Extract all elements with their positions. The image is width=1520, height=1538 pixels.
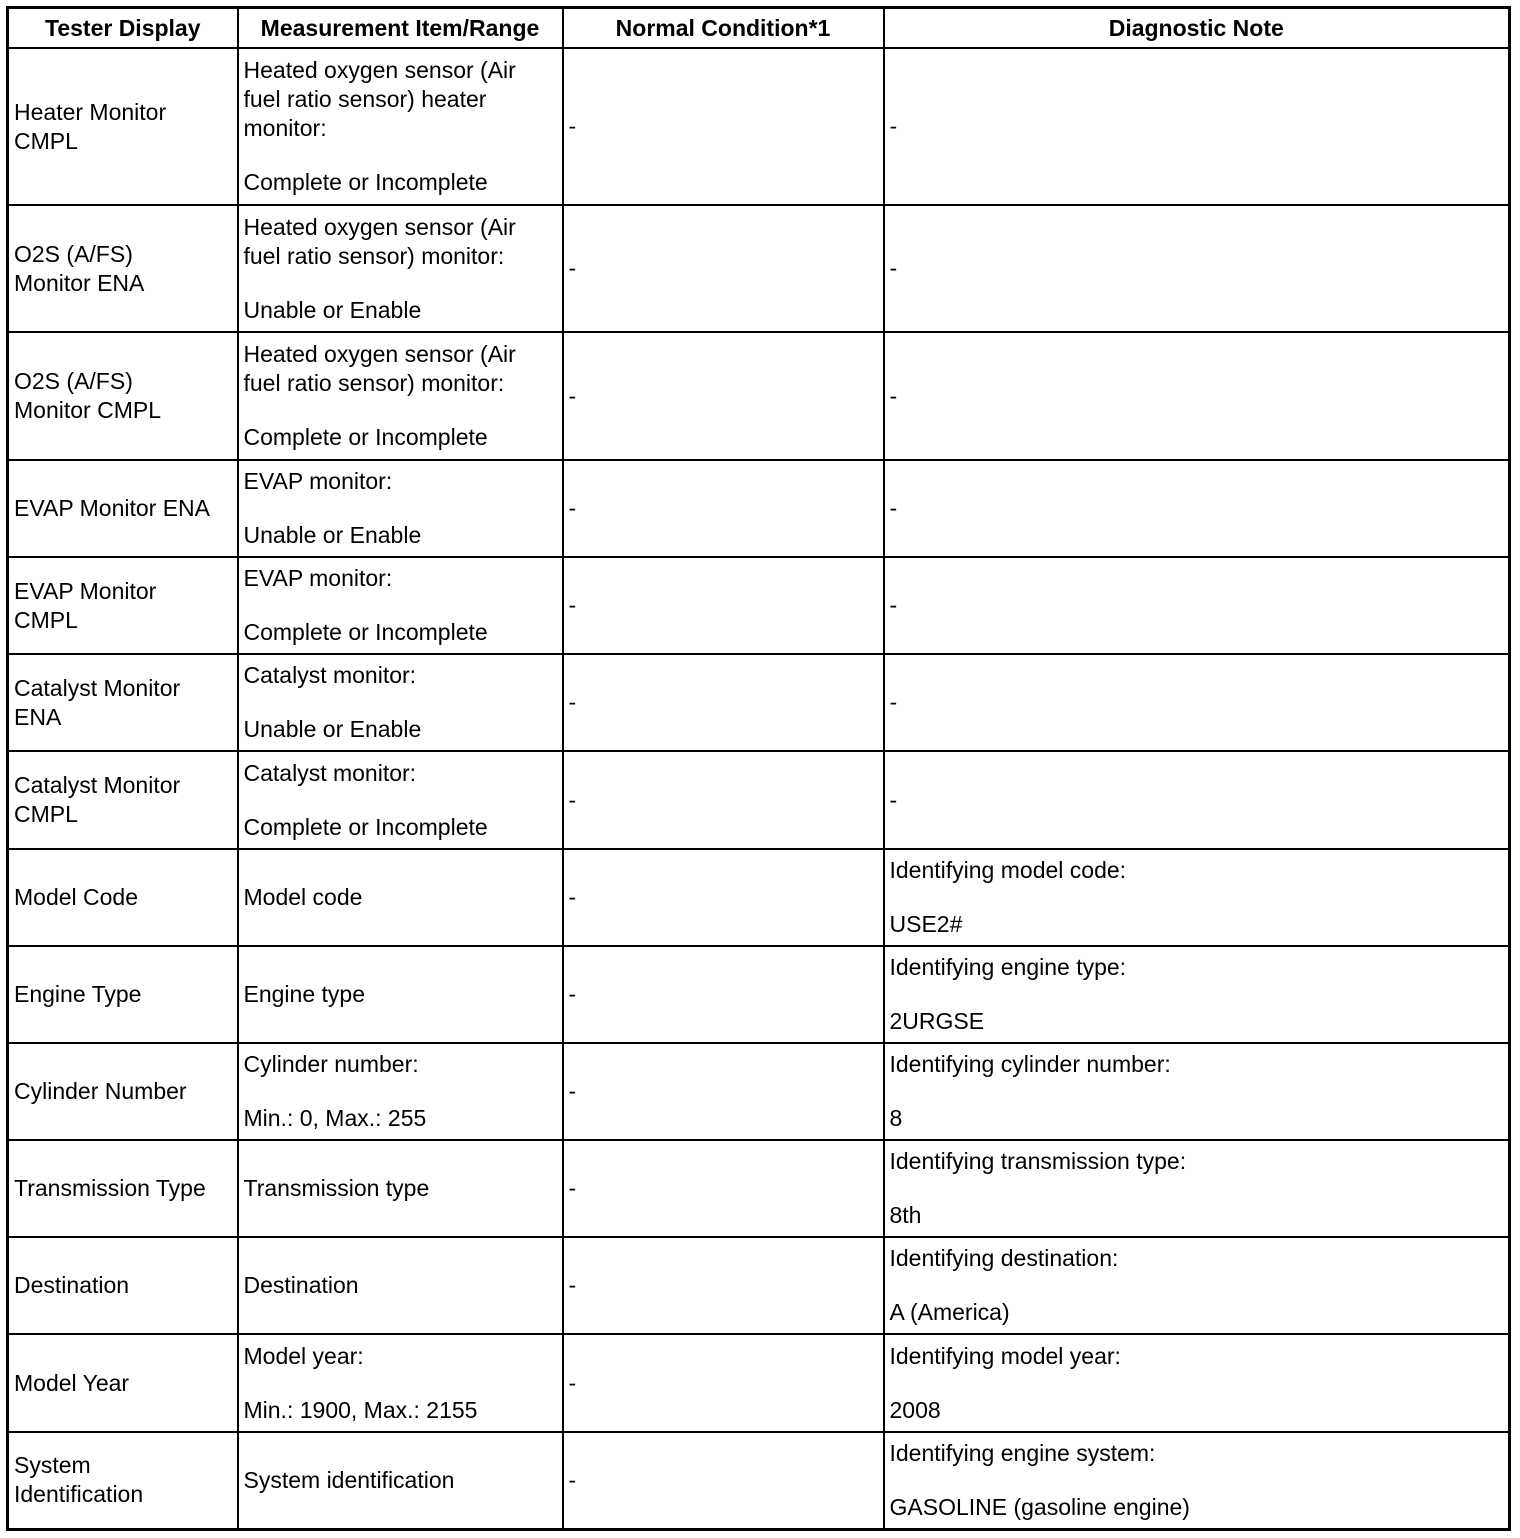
tester-display-text: O2S (A/FS) [14, 368, 133, 394]
measurement-item-cell [238, 1237, 563, 1334]
paragraph-gap [244, 398, 557, 423]
measurement-item-text: Heated oxygen sensor (Air [243, 57, 516, 83]
tester-display-text: System [14, 1452, 91, 1479]
measurement-item-text: Heated oxygen sensor (Air [243, 213, 516, 240]
tester-display-text: Model Code [14, 884, 139, 910]
tester-display-text: CMPL [14, 606, 78, 633]
measurement-item-text: Unable or Enable [243, 716, 422, 742]
diagnostic-note-text: 8th [889, 1202, 922, 1228]
measurement-item-text: Unable or Enable [243, 296, 422, 323]
table-row [8, 1140, 1510, 1237]
paragraph-gap [890, 885, 1504, 910]
measurement-item-text: Min.: 0, Max.: 255 [243, 1105, 427, 1131]
measurement-item-text: Engine type [243, 981, 365, 1007]
diagnostic-note-cell [884, 1432, 1510, 1529]
measurement-item-text: Model year: [243, 1342, 364, 1369]
tester-display-text: Heater Monitor [14, 98, 167, 125]
tester-display-cell [8, 1043, 238, 1140]
tester-display-cell [8, 557, 238, 654]
tester-display-text: Destination [14, 1272, 130, 1298]
diagnostic-note-text: Identifying cylinder number: [889, 1051, 1171, 1077]
table-body [8, 48, 1510, 1529]
diagnostic-note-text: Identifying engine type: [889, 954, 1127, 980]
table-row [8, 460, 1510, 557]
normal-condition-cell: - [563, 332, 884, 460]
paragraph-gap [244, 496, 557, 521]
diagnostic-note-cell [884, 205, 1510, 332]
diagnostic-note-cell [884, 1237, 1510, 1334]
measurement-item-text: Transmission type [243, 1175, 430, 1201]
tester-display-text: Engine Type [14, 981, 142, 1007]
tester-display-cell [8, 946, 238, 1043]
diagnostic-note-text: - [889, 255, 898, 281]
table-row [8, 1432, 1510, 1529]
tester-display-text: EVAP Monitor ENA [14, 495, 211, 521]
diagnostic-note-text: 2008 [889, 1396, 941, 1423]
paragraph-gap [890, 982, 1504, 1007]
measurement-item-text: Heated oxygen sensor (Air [243, 341, 516, 367]
diagnostic-data-table [6, 6, 1511, 1531]
header-diagnostic-note: Diagnostic Note [884, 8, 1510, 49]
paragraph-gap [244, 788, 557, 813]
tester-display-cell [8, 751, 238, 849]
diagnostic-note-cell [884, 654, 1510, 751]
table-row [8, 946, 1510, 1043]
diagnostic-note-text: - [889, 786, 898, 813]
measurement-item-text: Unable or Enable [243, 522, 422, 548]
tester-display-text: ENA [14, 703, 62, 730]
measurement-item-text: Min.: 1900, Max.: 2155 [243, 1396, 478, 1423]
paragraph-gap [890, 1176, 1504, 1201]
normal-condition-cell: - [563, 751, 884, 849]
paragraph-gap [244, 593, 557, 618]
table-row [8, 48, 1510, 205]
normal-condition-cell: - [563, 654, 884, 751]
diagnostic-note-text: A (America) [889, 1299, 1010, 1325]
paragraph-gap [890, 1273, 1504, 1298]
diagnostic-note-text: - [889, 495, 898, 521]
normal-condition-cell: - [563, 1237, 884, 1334]
table-row [8, 557, 1510, 654]
tester-display-cell [8, 1334, 238, 1432]
table-row [8, 332, 1510, 460]
diagnostic-note-cell [884, 751, 1510, 849]
measurement-item-cell [238, 1334, 563, 1432]
tester-display-cell [8, 48, 238, 205]
table-row [8, 1043, 1510, 1140]
diagnostic-note-text: - [889, 689, 898, 715]
table-header-row [8, 8, 1510, 49]
diagnostic-note-cell [884, 946, 1510, 1043]
tester-display-text: Monitor ENA [14, 269, 145, 296]
measurement-item-cell [238, 654, 563, 751]
measurement-item-text: Model code [243, 884, 363, 910]
diagnostic-note-cell [884, 557, 1510, 654]
tester-display-text: Model Year [14, 1369, 130, 1396]
measurement-item-text: Complete or Incomplete [243, 424, 488, 450]
diagnostic-note-text: - [889, 113, 898, 139]
tester-display-cell [8, 1432, 238, 1529]
diagnostic-note-text: Identifying model code: [889, 857, 1127, 883]
normal-condition-cell: - [563, 1043, 884, 1140]
tester-display-text: Cylinder Number [14, 1078, 187, 1104]
tester-display-text: Monitor CMPL [14, 397, 161, 423]
tester-display-cell [8, 460, 238, 557]
diagnostic-note-cell [884, 332, 1510, 460]
tester-display-cell [8, 1140, 238, 1237]
normal-condition-cell: - [563, 1140, 884, 1237]
diagnostic-note-text: USE2# [889, 911, 963, 937]
measurement-item-text: Catalyst monitor: [243, 662, 417, 688]
paragraph-gap [244, 690, 557, 715]
diagnostic-note-text: Identifying model year: [889, 1342, 1121, 1369]
diagnostic-note-text: Identifying destination: [889, 1245, 1119, 1271]
tester-display-text: Identification [14, 1481, 144, 1508]
tester-display-text: Transmission Type [14, 1175, 206, 1201]
measurement-item-text: Cylinder number: [243, 1051, 419, 1077]
header-measurement-item-range: Measurement Item/Range [238, 8, 563, 49]
table-row [8, 1237, 1510, 1334]
diagnostic-note-cell [884, 1043, 1510, 1140]
tester-display-cell [8, 654, 238, 751]
paragraph-gap [890, 1079, 1504, 1104]
measurement-item-cell [238, 1043, 563, 1140]
measurement-item-cell [238, 1432, 563, 1529]
measurement-item-text: Complete or Incomplete [243, 619, 488, 645]
measurement-item-cell [238, 332, 563, 460]
measurement-item-cell [238, 460, 563, 557]
tester-display-cell [8, 332, 238, 460]
paragraph-gap [244, 1079, 557, 1104]
table-row [8, 849, 1510, 946]
diagnostic-note-cell [884, 849, 1510, 946]
normal-condition-cell: - [563, 849, 884, 946]
diagnostic-note-text: 2URGSE [889, 1008, 985, 1034]
tester-display-text: CMPL [14, 127, 78, 154]
measurement-item-text: Catalyst monitor: [243, 759, 417, 786]
measurement-item-cell [238, 946, 563, 1043]
paragraph-gap [244, 271, 557, 296]
paragraph-gap [244, 1371, 557, 1396]
normal-condition-cell: - [563, 205, 884, 332]
table-row [8, 1334, 1510, 1432]
measurement-item-text: fuel ratio sensor) monitor: [243, 242, 505, 269]
tester-display-text: EVAP Monitor [14, 577, 157, 604]
diagnostic-note-text: GASOLINE (gasoline engine) [889, 1493, 1190, 1520]
diagnostic-note-text: Identifying engine system: [889, 1439, 1156, 1466]
paragraph-gap [890, 1371, 1504, 1396]
normal-condition-cell: - [563, 557, 884, 654]
table-row [8, 751, 1510, 849]
measurement-item-cell [238, 48, 563, 205]
table-row [8, 654, 1510, 751]
paragraph-gap [244, 143, 557, 168]
normal-condition-cell: - [563, 1334, 884, 1432]
table-row [8, 205, 1510, 332]
diagnostic-note-cell [884, 1334, 1510, 1432]
measurement-item-cell [238, 557, 563, 654]
measurement-item-text: EVAP monitor: [243, 565, 393, 591]
measurement-item-text: fuel ratio sensor) heater [243, 86, 487, 112]
measurement-item-text: EVAP monitor: [243, 468, 393, 494]
paragraph-gap [890, 1468, 1504, 1493]
tester-display-cell [8, 849, 238, 946]
diagnostic-note-cell [884, 460, 1510, 557]
diagnostic-note-text: - [889, 382, 898, 409]
measurement-item-cell [238, 1140, 563, 1237]
tester-display-text: O2S (A/FS) [14, 240, 133, 267]
normal-condition-cell: - [563, 460, 884, 557]
diagnostic-note-cell [884, 1140, 1510, 1237]
diagnostic-note-text: Identifying transmission type: [889, 1148, 1187, 1174]
measurement-item-text: monitor: [243, 115, 327, 141]
diagnostic-note-text: 8 [889, 1105, 903, 1131]
measurement-item-cell [238, 751, 563, 849]
tester-display-text: Catalyst Monitor [14, 772, 181, 798]
normal-condition-cell: - [563, 1432, 884, 1529]
normal-condition-cell: - [563, 48, 884, 205]
diagnostic-note-cell [884, 48, 1510, 205]
diagnostic-note-text: - [889, 592, 898, 618]
tester-display-text: Catalyst Monitor [14, 674, 181, 701]
header-tester-display: Tester Display [8, 8, 238, 49]
measurement-item-text: Destination [243, 1272, 359, 1298]
measurement-item-cell [238, 849, 563, 946]
tester-display-text: CMPL [14, 801, 78, 827]
tester-display-cell [8, 1237, 238, 1334]
measurement-item-cell [238, 205, 563, 332]
measurement-item-text: fuel ratio sensor) monitor: [243, 370, 505, 396]
normal-condition-cell: - [563, 946, 884, 1043]
header-normal-condition: Normal Condition*1 [563, 8, 884, 49]
measurement-item-text: Complete or Incomplete [243, 169, 488, 195]
tester-display-cell [8, 205, 238, 332]
measurement-item-text: System identification [243, 1466, 455, 1493]
measurement-item-text: Complete or Incomplete [243, 813, 488, 840]
